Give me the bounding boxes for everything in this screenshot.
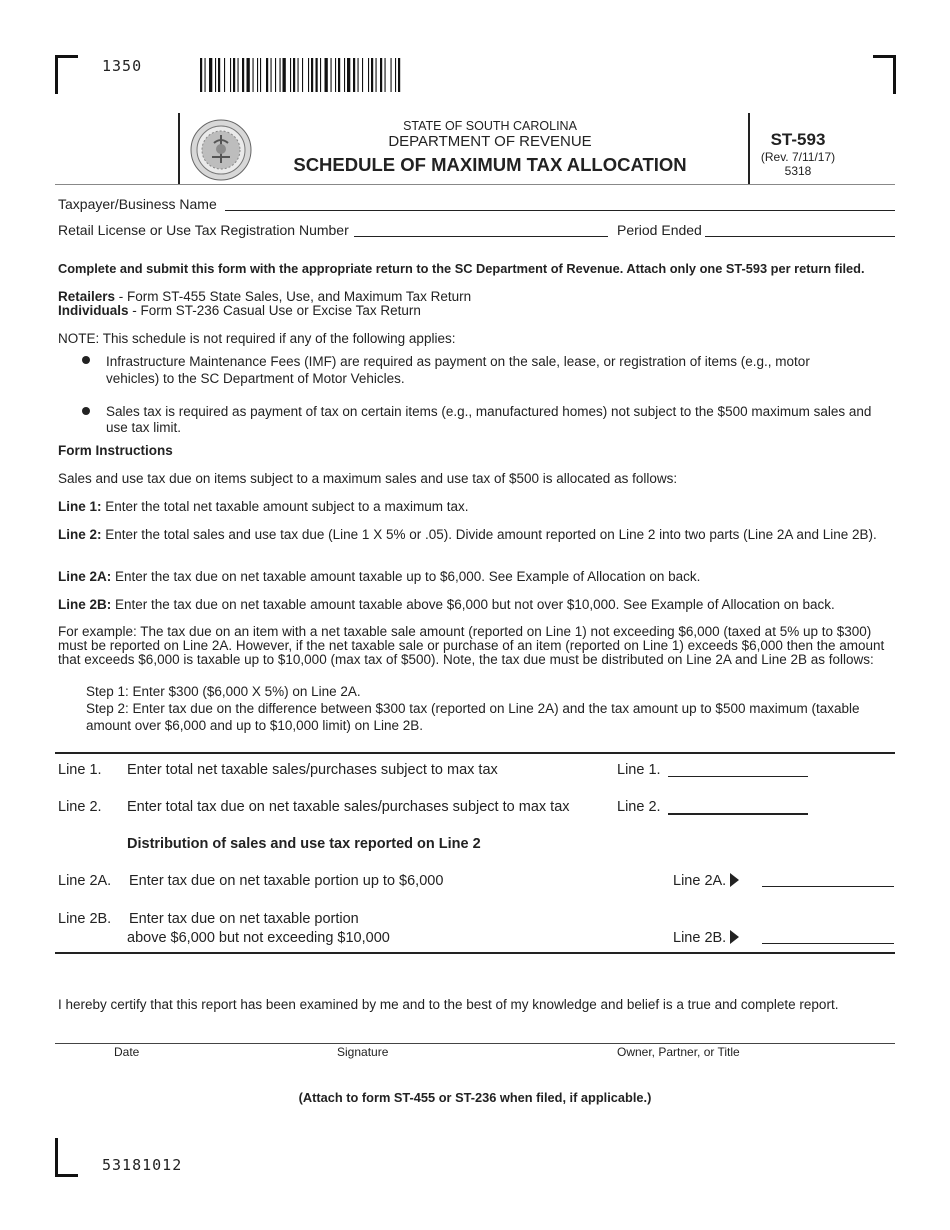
arrow-right-icon: [730, 873, 739, 887]
line2a-number: Line 2A.: [58, 873, 112, 889]
line2-number: Line 2.: [58, 799, 102, 815]
barcode-bar: [331, 58, 332, 92]
barcode-bar: [395, 58, 396, 92]
line2a-field: [673, 873, 743, 889]
barcode-bar: [218, 58, 220, 92]
state-seal-icon: [190, 119, 252, 181]
instruction-line1-label: Line 1:: [58, 499, 102, 514]
bullet-dot: [82, 407, 90, 415]
step-2: Step 2: Enter tax due on the difference between $300 tax (reported on Line 2A) and the tax amount up to $500 maximum (taxable amount over $6,000 and up to $10,000 limit) on Line 2B.: [86, 701, 860, 733]
instruction-line2b-label: Line 2B:: [58, 597, 112, 612]
ocr-code-bottom: 53181012: [102, 1156, 183, 1174]
barcode-bar: [215, 58, 216, 92]
retailers-label: Retailers: [58, 289, 116, 304]
line2-amount-input[interactable]: [668, 797, 808, 815]
barcode-bar: [358, 58, 359, 92]
retailers-text: - Form ST-455 State Sales, Use, and Maximum Tax Return: [115, 289, 472, 304]
barcode-bar: [260, 58, 261, 92]
instruction-line2: [58, 527, 898, 542]
barcode-bar: [293, 58, 295, 92]
taxpayer-name-input[interactable]: [225, 194, 895, 211]
line2b-description-2: above $6,000 but not exceeding $10,000: [127, 930, 390, 946]
instruction-line2b-text: Enter the tax due on net taxable amount taxable above $6,000 but not over $10,000. See Example of Allocation on back.: [111, 597, 835, 612]
ocr-code-top: 1350: [102, 57, 143, 75]
barcode-bar: [385, 58, 386, 92]
barcode-bar: [353, 58, 355, 92]
line2b-description-1: Enter tax due on net taxable portion: [129, 911, 359, 927]
license-number-input[interactable]: [354, 220, 608, 237]
line1-number: Line 1.: [58, 762, 102, 778]
barcode-bar: [233, 58, 235, 92]
barcode-bar: [200, 58, 202, 92]
barcode-bar: [320, 58, 321, 92]
license-label: Retail License or Use Tax Registration Number: [58, 222, 349, 238]
line2a-description: Enter tax due on net taxable portion up to $6,000: [129, 873, 444, 889]
distribution-heading: Distribution of sales and use tax reported on Line 2: [127, 836, 481, 852]
barcode-bar: [344, 58, 345, 92]
form-id-block: [750, 130, 846, 178]
barcode-bar: [376, 58, 377, 92]
header-titles: [260, 119, 720, 178]
barcode-bar: [257, 58, 258, 92]
barcode-bar: [338, 58, 340, 92]
header-bottom-rule: [55, 184, 895, 185]
barcode-bar: [368, 58, 369, 92]
lines-top-rule: [55, 752, 895, 754]
individuals-label: Individuals: [58, 303, 129, 318]
instruction-line2a: [58, 569, 700, 584]
note-text: NOTE: This schedule is not required if any of the following applies:: [58, 331, 456, 346]
instruction-line2-text: Enter the total sales and use tax due (Line 1 X 5% or .05). Divide amount reported on Line 2 into two parts (Line 2A and Line 2B).: [101, 527, 877, 542]
line2b-number: Line 2B.: [58, 911, 112, 927]
form-code: 5318: [784, 164, 812, 178]
barcode-bar: [298, 58, 299, 92]
bullet-item-2: Sales tax is required as payment of tax on certain items (e.g., manufactured homes) not subject to the $500 maximum sales and use tax limit.: [106, 404, 872, 435]
barcode-bar: [380, 58, 382, 92]
form-title: SCHEDULE OF MAXIMUM TAX ALLOCATION: [293, 154, 687, 175]
barcode-bar: [347, 58, 350, 92]
bullet-dot: [82, 356, 90, 364]
barcode-bar: [308, 58, 309, 92]
period-ended-label: Period Ended: [617, 222, 702, 238]
barcode-bar: [316, 58, 318, 92]
step-1: Step 1: Enter $300 ($6,000 X 5%) on Line 2A.: [86, 684, 361, 699]
barcode-bar: [391, 58, 392, 92]
allocation-text: Sales and use tax due on items subject to a maximum sales and use tax of $500 is allocated as follows:: [58, 471, 678, 486]
certification-text: I hereby certify that this report has been examined by me and to the best of my knowledge and belief is a true and complete report.: [58, 997, 839, 1012]
individuals-text: - Form ST-236 Casual Use or Excise Tax Return: [128, 303, 421, 318]
corner-mark-top-left: [55, 55, 78, 94]
form-revision: (Rev. 7/11/17): [760, 150, 836, 164]
period-ended-input[interactable]: [705, 220, 895, 237]
owner-title-label: Owner, Partner, or Title: [617, 1045, 740, 1059]
barcode: [200, 58, 470, 92]
individuals-line: [58, 303, 421, 318]
barcode-bar: [325, 58, 328, 92]
line2a-amount-input[interactable]: [762, 870, 894, 887]
example-text: For example: The tax due on an item with a net taxable sale amount (reported on Line 1) not exceeding $6,000 (taxed at 5% up to $300) must be reported on Line 2A. However, if the net taxable sale or purchase of an item (reported on Line 1) exceeds $6,000 then the amount that exceeds $6,000 is taxable up to $10,000 (max tax of $500). Note, the tax due must be distributed on Line 2A and Line 2B as follows:: [58, 624, 885, 667]
instruction-line2a-label: Line 2A:: [58, 569, 112, 584]
arrow-right-icon: [730, 930, 739, 944]
barcode-bar: [302, 58, 303, 92]
barcode-bar: [266, 58, 268, 92]
line1-description: Enter total net taxable sales/purchases subject to max tax: [127, 762, 498, 778]
barcode-bar: [275, 58, 276, 92]
line2-field-label: Line 2.: [617, 799, 661, 815]
barcode-bar: [371, 58, 373, 92]
department-name: DEPARTMENT OF REVENUE: [388, 133, 592, 150]
barcode-bar: [335, 58, 336, 92]
barcode-bar: [398, 58, 400, 92]
line2a-field-label: Line 2A.: [673, 873, 727, 889]
header-left-divider: [178, 113, 180, 185]
line1-amount-input[interactable]: [668, 760, 808, 777]
line2b-amount-input[interactable]: [762, 927, 894, 944]
corner-mark-top-right: [873, 55, 896, 94]
barcode-bar: [253, 58, 254, 92]
barcode-bar: [362, 58, 363, 92]
lines-bottom-rule: [55, 952, 895, 954]
barcode-bar: [224, 58, 225, 92]
barcode-bar: [205, 58, 206, 92]
barcode-bar: [230, 58, 231, 92]
barcode-bar: [271, 58, 272, 92]
instruction-line1-text: Enter the total net taxable amount subject to a maximum tax.: [101, 499, 469, 514]
line2b-field-label: Line 2B.: [673, 930, 727, 946]
taxpayer-name-label: Taxpayer/Business Name: [58, 196, 217, 212]
barcode-bar: [280, 58, 281, 92]
barcode-bar: [209, 58, 212, 92]
attach-note: (Attach to form ST-455 or ST-236 when filed, if applicable.): [298, 1090, 652, 1105]
instruction-line2-label: Line 2:: [58, 527, 102, 542]
barcode-bar: [290, 58, 291, 92]
instruction-line1: [58, 499, 468, 514]
instruction-line2b: [58, 597, 835, 612]
barcode-bar: [247, 58, 250, 92]
corner-mark-bottom-left: [55, 1138, 78, 1177]
instructions-heading: Form Instructions: [58, 443, 173, 458]
signature-label: Signature: [337, 1045, 389, 1059]
barcode-bar: [283, 58, 286, 92]
line2-description: Enter total tax due on net taxable sales/purchases subject to max tax: [127, 799, 570, 815]
date-label: Date: [114, 1045, 140, 1059]
barcode-bar: [311, 58, 313, 92]
barcode-bar: [242, 58, 244, 92]
intro-instruction: Complete and submit this form with the appropriate return to the SC Department of Revenue. Attach only one ST-593 per return filed.: [58, 261, 865, 276]
signature-rule: [55, 1043, 895, 1044]
bullet-item-1: Infrastructure Maintenance Fees (IMF) are required as payment on the sale, lease, or registration of items (e.g., motor vehicles) to the SC Department of Motor Vehicles.: [106, 354, 810, 386]
line2b-field: [673, 930, 743, 946]
form-number: ST-593: [770, 130, 826, 149]
instruction-line2a-text: Enter the tax due on net taxable amount taxable up to $6,000. See Example of Allocation on back.: [111, 569, 701, 584]
state-name: STATE OF SOUTH CAROLINA: [403, 119, 577, 133]
line1-field-label: Line 1.: [617, 762, 661, 778]
retailers-line: [58, 289, 471, 304]
barcode-bar: [238, 58, 239, 92]
